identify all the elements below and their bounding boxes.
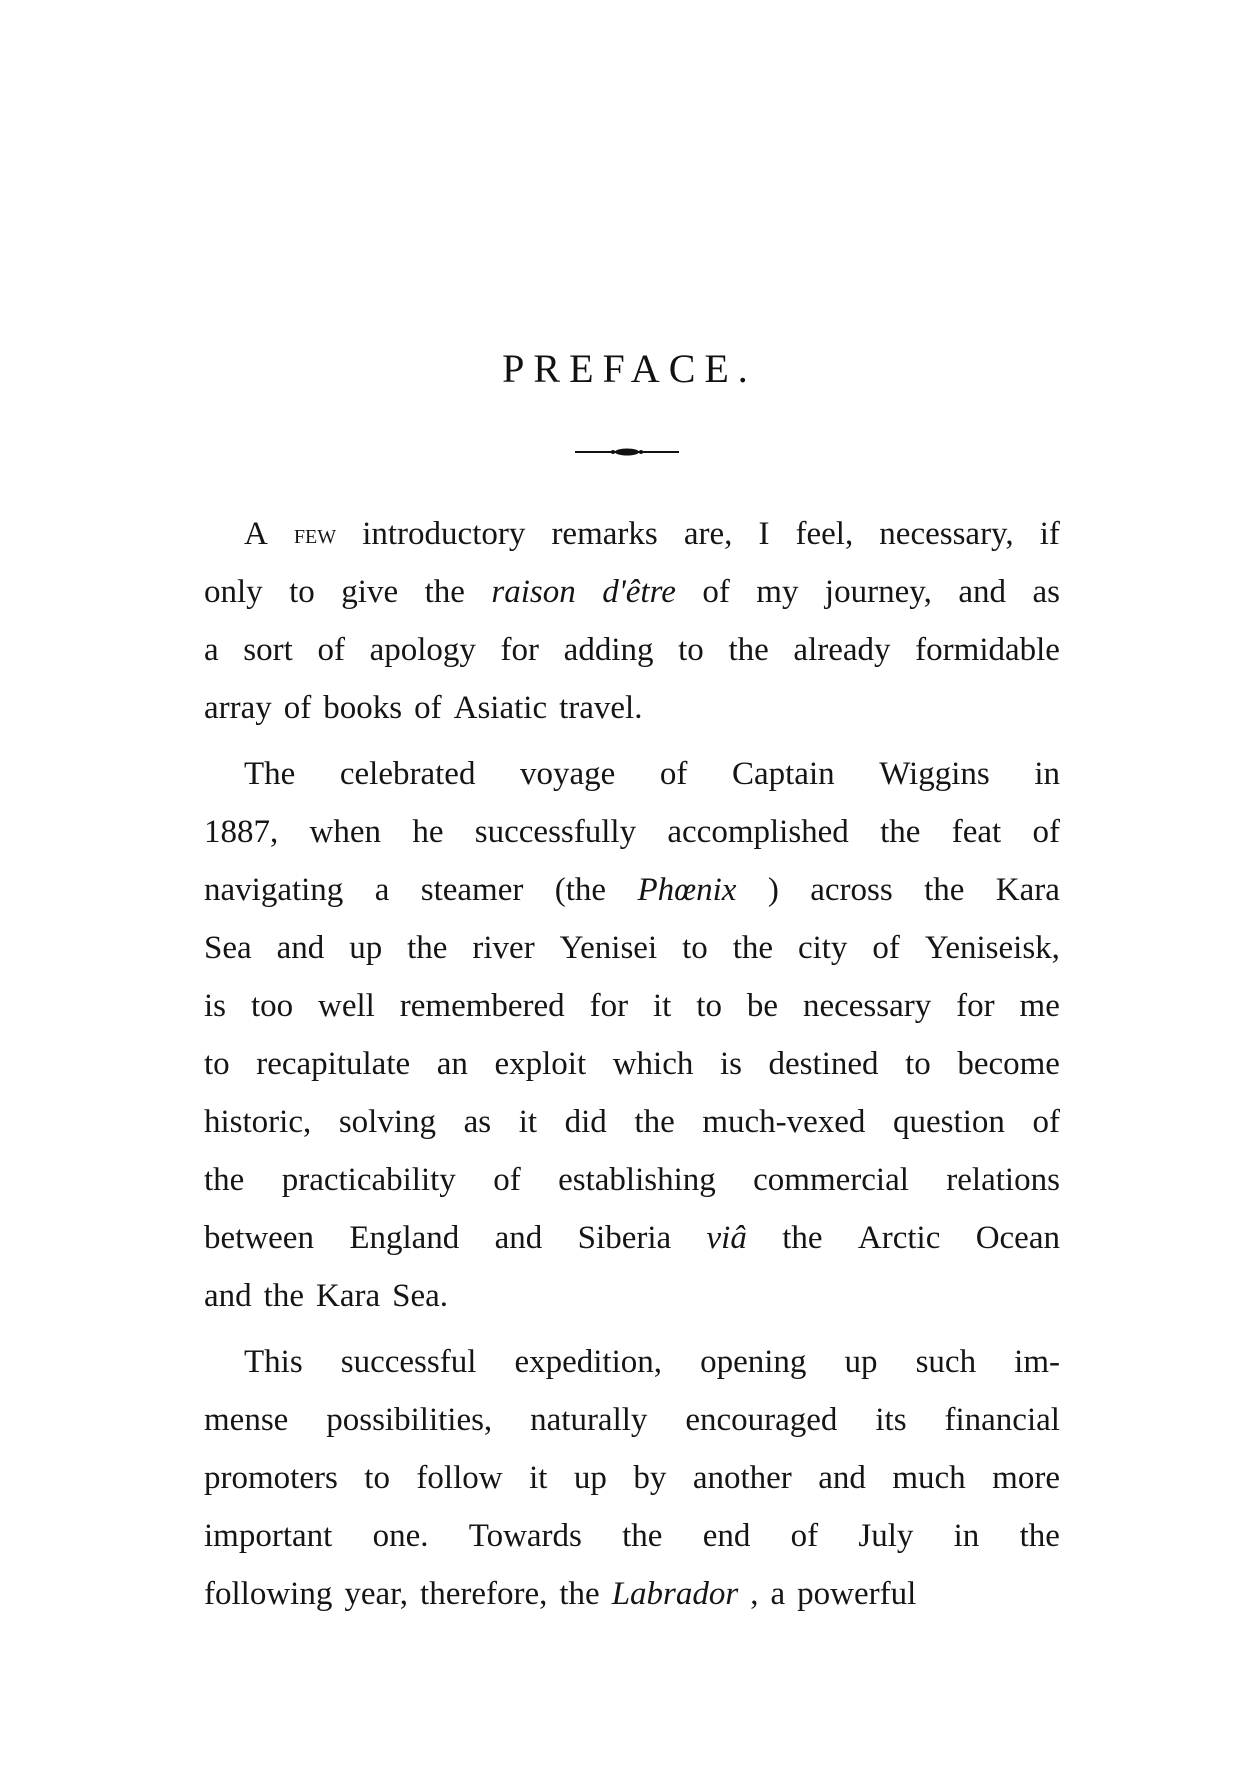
word: the bbox=[880, 814, 921, 850]
word: the bbox=[782, 1220, 823, 1256]
word: in bbox=[953, 1518, 980, 1554]
word: practicability bbox=[281, 1162, 456, 1198]
text-line bbox=[204, 1209, 1060, 1267]
text-line bbox=[204, 505, 1060, 563]
word: to bbox=[682, 930, 708, 966]
word: of bbox=[317, 632, 345, 668]
word: the bbox=[728, 632, 769, 668]
word: is bbox=[204, 988, 227, 1024]
text-line bbox=[204, 1333, 1060, 1391]
word: powerful bbox=[797, 1576, 917, 1612]
word: the bbox=[622, 1518, 663, 1554]
word: for bbox=[500, 632, 540, 668]
word: a bbox=[374, 872, 390, 908]
text-line bbox=[204, 1267, 1060, 1325]
text-line bbox=[204, 861, 1060, 919]
word: only bbox=[204, 574, 263, 610]
word: feel, bbox=[795, 516, 854, 552]
word: the bbox=[407, 930, 448, 966]
word: to bbox=[204, 1046, 230, 1082]
word: Sea bbox=[204, 930, 252, 966]
paragraph bbox=[204, 505, 1060, 737]
word: of bbox=[872, 930, 900, 966]
word: another bbox=[692, 1460, 792, 1496]
paragraph-gap bbox=[204, 1325, 1060, 1333]
text-line bbox=[204, 1391, 1060, 1449]
word: Sea. bbox=[392, 1278, 449, 1314]
word: a bbox=[770, 1576, 786, 1612]
word: following bbox=[204, 1576, 333, 1612]
text-line bbox=[204, 563, 1060, 621]
text-line bbox=[204, 1093, 1060, 1151]
word: across bbox=[810, 872, 893, 908]
word: an bbox=[436, 1046, 468, 1082]
word: for bbox=[589, 988, 629, 1024]
word: accomplished bbox=[667, 814, 849, 850]
word: celebrated bbox=[339, 756, 476, 792]
word: for bbox=[956, 988, 995, 1024]
word: of bbox=[659, 756, 688, 792]
word: and bbox=[204, 1278, 252, 1314]
word: journey, bbox=[824, 574, 932, 610]
text-line bbox=[204, 1449, 1060, 1507]
word: the bbox=[732, 930, 774, 966]
word: it bbox=[518, 1104, 538, 1140]
word: feat bbox=[951, 814, 1002, 850]
word: array bbox=[204, 690, 272, 726]
word: when bbox=[309, 814, 382, 850]
word: Yeniseisk, bbox=[924, 930, 1060, 966]
word: relations bbox=[946, 1162, 1060, 1198]
word: much bbox=[892, 1460, 966, 1496]
word: voyage bbox=[520, 756, 616, 792]
word: England bbox=[349, 1220, 460, 1256]
text-line bbox=[204, 1507, 1060, 1565]
word: me bbox=[1019, 988, 1060, 1024]
text-line bbox=[204, 679, 1060, 737]
word: the bbox=[634, 1104, 675, 1140]
word: and bbox=[818, 1460, 866, 1496]
word: up bbox=[573, 1460, 607, 1496]
word: to bbox=[364, 1460, 390, 1496]
word: which bbox=[612, 1046, 694, 1082]
word: necessary, bbox=[879, 516, 1014, 552]
word: by bbox=[633, 1460, 667, 1496]
word: city bbox=[797, 930, 848, 966]
word: Yenisei bbox=[559, 930, 658, 966]
word: already bbox=[793, 632, 891, 668]
word: become bbox=[957, 1046, 1060, 1082]
word: give bbox=[341, 574, 399, 610]
word: and bbox=[958, 574, 1006, 610]
word: question bbox=[893, 1104, 1005, 1140]
word: recapitulate bbox=[256, 1046, 411, 1082]
word: steamer bbox=[420, 872, 524, 908]
word: sort bbox=[243, 632, 293, 668]
word: July bbox=[858, 1518, 914, 1554]
word: is bbox=[719, 1046, 742, 1082]
word: as bbox=[1032, 574, 1060, 610]
word: as bbox=[463, 1104, 492, 1140]
word: Arctic bbox=[857, 1220, 941, 1256]
word: its bbox=[875, 1402, 907, 1438]
word: to bbox=[289, 574, 315, 610]
word: navigating bbox=[204, 872, 344, 908]
word: 1887, bbox=[204, 814, 279, 850]
word: establishing bbox=[558, 1162, 716, 1198]
word: Ocean bbox=[975, 1220, 1060, 1256]
word: and bbox=[494, 1220, 543, 1256]
word: travel. bbox=[559, 690, 643, 726]
word: apology bbox=[369, 632, 476, 668]
word: viâ bbox=[706, 1220, 747, 1256]
word: of bbox=[414, 690, 442, 726]
word: well bbox=[318, 988, 375, 1024]
paragraph-gap bbox=[204, 737, 1060, 745]
word: promoters bbox=[204, 1460, 338, 1496]
word: d'être bbox=[602, 574, 676, 610]
word: necessary bbox=[802, 988, 932, 1024]
word: The bbox=[244, 756, 296, 792]
word: one. bbox=[372, 1518, 429, 1554]
word: the bbox=[263, 1278, 304, 1314]
text-line bbox=[204, 1151, 1060, 1209]
word: Phœnix bbox=[637, 872, 737, 908]
word: such bbox=[915, 1344, 977, 1380]
word: to bbox=[905, 1046, 931, 1082]
word: more bbox=[992, 1460, 1060, 1496]
word: books bbox=[323, 690, 403, 726]
word: (the bbox=[554, 872, 607, 908]
word: successful bbox=[340, 1344, 477, 1380]
word: it bbox=[653, 988, 672, 1024]
word: adding bbox=[563, 632, 654, 668]
word: the bbox=[204, 1162, 245, 1198]
word: Kara bbox=[995, 872, 1060, 908]
word: encouraged bbox=[685, 1402, 838, 1438]
word: few bbox=[293, 518, 337, 550]
word: and bbox=[276, 930, 325, 966]
word: end bbox=[702, 1518, 751, 1554]
paragraph bbox=[204, 745, 1060, 1325]
word: Labrador bbox=[611, 1576, 739, 1612]
word: important bbox=[204, 1518, 333, 1554]
word: I bbox=[758, 516, 770, 552]
word: Towards bbox=[468, 1518, 582, 1554]
word: did bbox=[564, 1104, 607, 1140]
word: it bbox=[529, 1460, 548, 1496]
word: Wiggins bbox=[879, 756, 990, 792]
word: Captain bbox=[731, 756, 835, 792]
word: therefore, bbox=[420, 1576, 548, 1612]
word: solving bbox=[338, 1104, 437, 1140]
word: naturally bbox=[530, 1402, 648, 1438]
word: ) bbox=[767, 872, 779, 908]
word: up bbox=[349, 930, 383, 966]
page-title: PREFACE. bbox=[502, 346, 757, 391]
word: if bbox=[1039, 516, 1060, 552]
word: are, bbox=[683, 516, 733, 552]
word: follow bbox=[416, 1460, 503, 1496]
word: Kara bbox=[315, 1278, 381, 1314]
text-line bbox=[204, 1565, 1060, 1623]
word: too bbox=[250, 988, 294, 1024]
word: remarks bbox=[551, 516, 658, 552]
text-line bbox=[204, 803, 1060, 861]
word: , bbox=[750, 1576, 759, 1612]
paragraph bbox=[204, 1333, 1060, 1623]
word: my bbox=[756, 574, 799, 610]
word: year, bbox=[344, 1576, 409, 1612]
word: destined bbox=[768, 1046, 879, 1082]
word: raison bbox=[491, 574, 576, 610]
word: A bbox=[244, 516, 268, 552]
word: commercial bbox=[753, 1162, 909, 1198]
word: much-vexed bbox=[702, 1104, 866, 1140]
word: river bbox=[472, 930, 535, 966]
word: of bbox=[1032, 814, 1060, 850]
word: to bbox=[678, 632, 704, 668]
word: possibilities, bbox=[326, 1402, 493, 1438]
preface-body bbox=[204, 505, 1060, 1623]
text-line bbox=[204, 1035, 1060, 1093]
word: This bbox=[244, 1344, 303, 1380]
ornament-divider bbox=[575, 448, 679, 456]
word: to bbox=[696, 988, 722, 1024]
word: be bbox=[746, 988, 779, 1024]
word: of bbox=[702, 574, 730, 610]
text-line bbox=[204, 745, 1060, 803]
word: introductory bbox=[362, 516, 526, 552]
word: the bbox=[424, 574, 465, 610]
word: historic, bbox=[204, 1104, 312, 1140]
word: exploit bbox=[494, 1046, 587, 1082]
text-line bbox=[204, 977, 1060, 1035]
word: opening bbox=[700, 1344, 807, 1380]
word: formidable bbox=[915, 632, 1060, 668]
word: of bbox=[283, 690, 312, 726]
word: the bbox=[559, 1576, 600, 1612]
word: financial bbox=[944, 1402, 1060, 1438]
word: im- bbox=[1014, 1344, 1060, 1380]
word: up bbox=[844, 1344, 878, 1380]
word: expedition, bbox=[514, 1344, 663, 1380]
word: in bbox=[1034, 756, 1060, 792]
word: the bbox=[924, 872, 965, 908]
word: mense bbox=[204, 1402, 289, 1438]
word: remembered bbox=[399, 988, 565, 1024]
word: he bbox=[412, 814, 444, 850]
text-line bbox=[204, 919, 1060, 977]
text-line bbox=[204, 621, 1060, 679]
word: of bbox=[493, 1162, 521, 1198]
word: successfully bbox=[474, 814, 637, 850]
word: Asiatic bbox=[453, 690, 548, 726]
word: Siberia bbox=[577, 1220, 672, 1256]
word: between bbox=[204, 1220, 314, 1256]
word: the bbox=[1019, 1518, 1060, 1554]
word: a bbox=[204, 632, 219, 668]
word: of bbox=[1032, 1104, 1060, 1140]
word: of bbox=[790, 1518, 819, 1554]
